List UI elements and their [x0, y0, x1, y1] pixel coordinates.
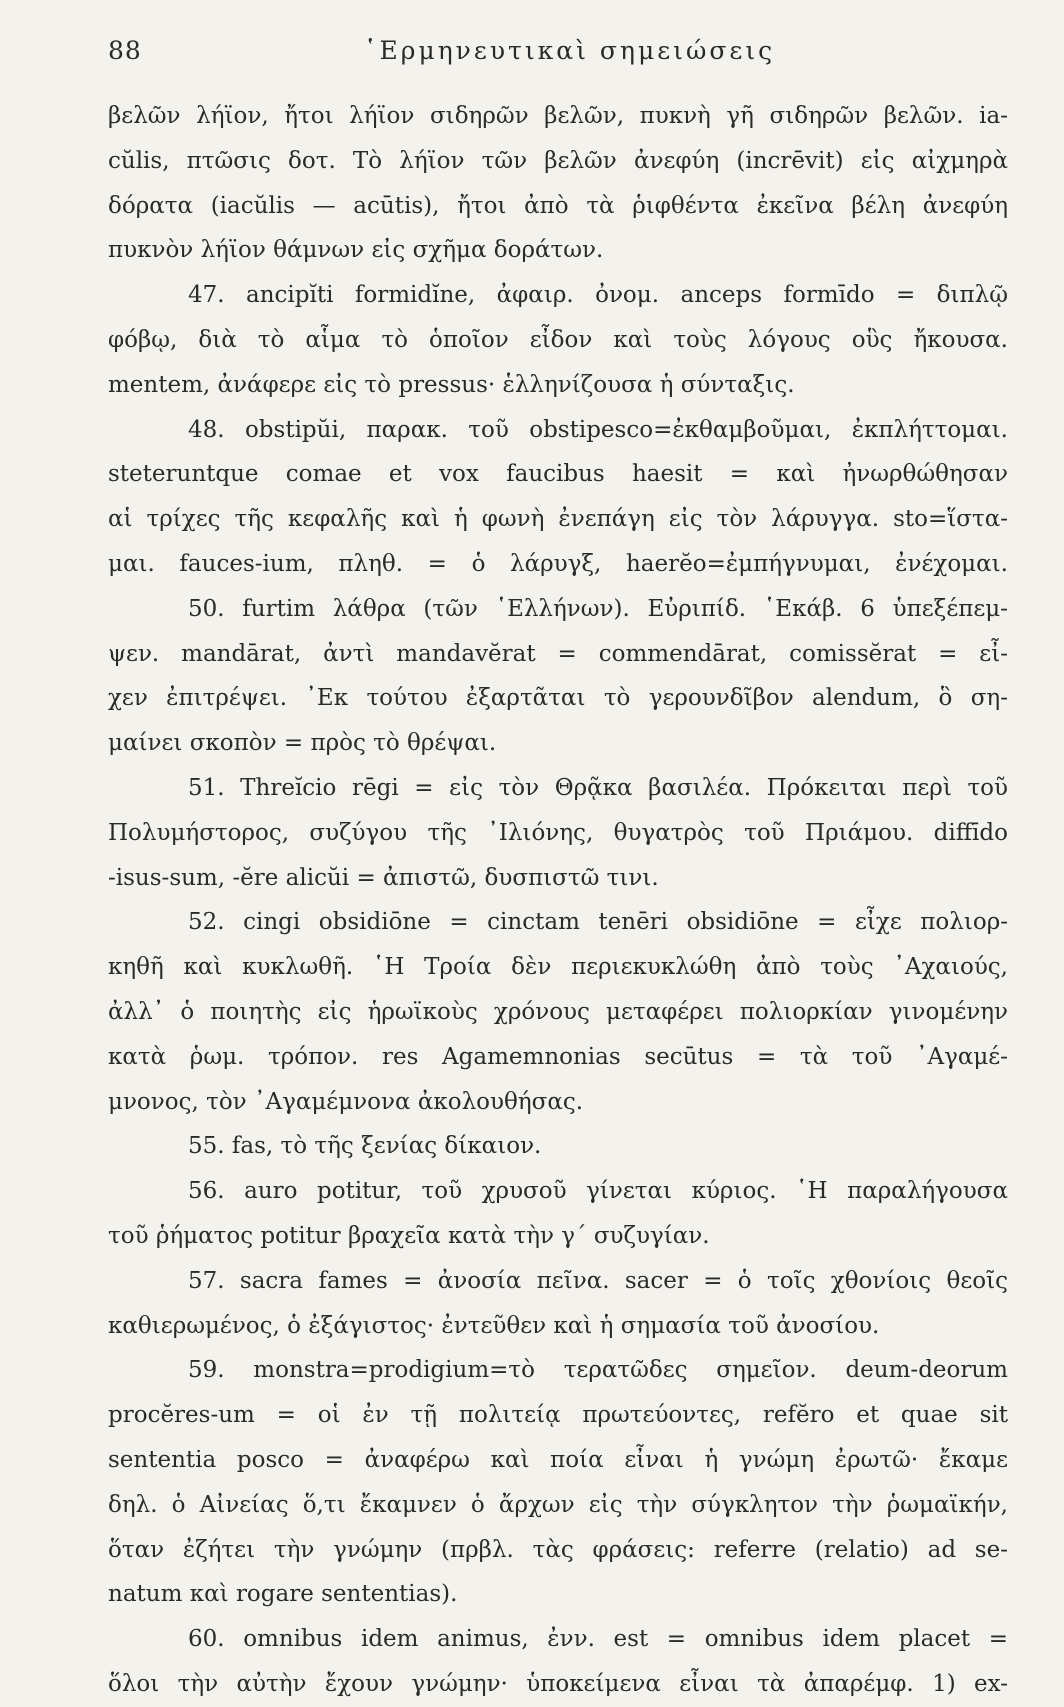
text-line: μαίνει σκοπὸν = πρὸς τὸ θρέψαι.	[108, 730, 497, 757]
text-line: κατὰ ῥωμ. τρόπον. res Agamemnonias secūtus = τὰ τοῦ ᾿Αγαμέ-	[108, 1043, 1008, 1070]
text-line: Πολυμήστορος, συζύγου τῆς ᾿Ιλιόνης, θυγατρὸς τοῦ Πριάμου. diffīdo	[108, 819, 1008, 846]
text-line: δόρατα (iacŭlis — acūtis), ἤτοι ἀπὸ τὰ ῥιφθέντα ἐκεῖνα βέλη ἀνεφύη	[108, 192, 1008, 219]
text-line: -isus-sum, -ĕre alicŭi = ἀπιστῶ, δυσπιστῶ τινι.	[108, 864, 659, 891]
text-line: μαι. fauces-ium, πληθ. = ὁ λάρυγξ, haerĕo=ἐμπήγνυμαι, ἐνέχομαι.	[108, 550, 1008, 577]
text-line: mentem, ἀνάφερε εἰς τὸ pressus· ἑλληνίζουσα ἡ σύνταξις.	[108, 371, 795, 398]
text-line: χεν ἐπιτρέψει. ᾿Εκ τούτου ἐξαρτᾶται τὸ γερουνδῖβον alendum, ὃ ση-	[108, 685, 1008, 712]
text-line: natum καὶ rogare sententias).	[108, 1581, 458, 1608]
running-title: ῾Ερμηνευτικαὶ σημειώσεις	[364, 36, 776, 65]
text-line: καθιερωμένος, ὁ ἐξάγιστος· ἐντεῦθεν καὶ ἡ σημασία τοῦ ἀνοσίου.	[108, 1312, 880, 1339]
text-line: steteruntque comae et vox faucibus haesit = καὶ ἠνωρθώθησαν	[108, 461, 1008, 488]
text-line: 50. furtim λάθρα (τῶν ῾Ελλήνων). Εὐριπίδ. ῾Εκάβ. 6 ὑπεξέπεμ-	[188, 595, 1008, 622]
text-line: 51. Threĭcio rēgi = εἰς τὸν Θρᾷκα βασιλέα. Πρόκειται περὶ τοῦ	[188, 774, 1008, 801]
text-line: 56. auro potitur, τοῦ χρυσοῦ γίνεται κύριος. ῾Η παραλήγουσα	[188, 1178, 1008, 1205]
text-line: 60. omnibus idem animus, ἐνν. est = omnibus idem placet =	[188, 1626, 1008, 1653]
text-line: 57. sacra fames = ἀνοσία πεῖνα. sacer = ὁ τοῖς χθονίοις θεοῖς	[188, 1267, 1008, 1294]
text-line: ἀλλ᾿ ὁ ποιητὴς εἰς ἡρωϊκοὺς χρόνους μεταφέρει πολιορκίαν γινομένην	[108, 998, 1008, 1025]
text-line: 47. ancipĭti formidĭne, ἀφαιρ. ὀνομ. anceps formīdo = διπλῷ	[188, 282, 1008, 309]
text-line: ψεν. mandārat, ἀντὶ mandavĕrat = commendārat, comissĕrat = εἶ-	[108, 640, 1008, 667]
text-line: κηθῆ καὶ κυκλωθῆ. ῾Η Τροία δὲν περιεκυκλώθη ἀπὸ τοὺς ᾿Αχαιούς,	[108, 954, 1008, 981]
text-line: 48. obstipŭi, παρακ. τοῦ obstipesco=ἐκθαμβοῦμαι, ἐκπλήττομαι.	[188, 416, 1008, 443]
text-line: 55. fas, τὸ τῆς ξενίας δίκαιον.	[188, 1133, 542, 1160]
page-number: 88	[108, 36, 142, 65]
text-line: μνονος, τὸν ᾿Αγαμέμνονα ἀκολουθήσας.	[108, 1088, 584, 1115]
text-line: ὅλοι τὴν αὐτὴν ἔχουν γνώμην· ὑποκείμενα εἶναι τὰ ἀπαρέμφ. 1) ex-	[108, 1670, 1008, 1697]
commentary-body	[108, 94, 1008, 1697]
page-header	[108, 36, 1008, 76]
text-line: πυκνὸν λήϊον θάμνων εἰς σχῆμα δοράτων.	[108, 237, 604, 264]
text-line: ὅταν ἐζήτει τὴν γνώμην (πρβλ. τὰς φράσεις: referre (relatio) ad se-	[108, 1536, 1008, 1563]
text-line: sententia posco = ἀναφέρω καὶ ποία εἶναι ἡ γνώμη ἐρωτῶ· ἔκαμε	[108, 1446, 1008, 1473]
text-line: δηλ. ὁ Αἰνείας ὅ,τι ἔκαμνεν ὁ ἄρχων εἰς τὴν σύγκλητον τὴν ῥωμαϊκήν,	[108, 1491, 1008, 1518]
text-line: τοῦ ῥήματος potitur βραχεῖα κατὰ τὴν γ΄ συζυγίαν.	[108, 1222, 710, 1249]
text-line: βελῶν λήϊον, ἤτοι λήϊον σιδηρῶν βελῶν, πυκνὴ γῆ σιδηρῶν βελῶν. ia-	[108, 103, 1008, 129]
text-line: cŭlis, πτῶσις δοτ. Τὸ λήϊον τῶν βελῶν ἀνεφύη (incrēvit) εἰς αἰχμηρὰ	[108, 147, 1008, 174]
text-line: φόβῳ, διὰ τὸ αἷμα τὸ ὁποῖον εἶδον καὶ τοὺς λόγους οὓς ἤκουσα.	[108, 326, 1008, 353]
text-line: 52. cingi obsidiōne = cinctam tenēri obsidiōne = εἶχε πολιορ-	[188, 909, 1008, 936]
text-line: 59. monstra=prodigium=τὸ τερατῶδες σημεῖον. deum-deorum	[188, 1357, 1008, 1384]
text-line: αἱ τρίχες τῆς κεφαλῆς καὶ ἡ φωνὴ ἐνεπάγη εἰς τὸν λάρυγγα. sto=ἵστα-	[108, 506, 1008, 533]
text-line: procĕres-um = οἱ ἐν τῇ πολιτείᾳ πρωτεύοντες, refĕro et quae sit	[108, 1402, 1008, 1429]
